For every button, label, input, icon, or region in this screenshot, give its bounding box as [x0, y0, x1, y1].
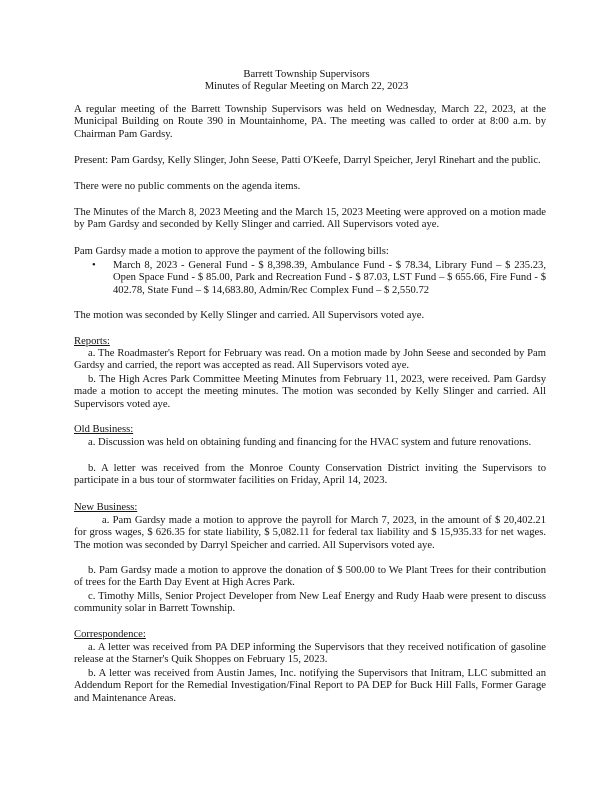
bills-list-item: [92, 260, 546, 297]
reports-heading: Reports:: [74, 336, 110, 347]
intro-paragraph: A regular meeting of the Barrett Township Supervisors was held on Wednesday, March 22, 2023, at the Municipal Building on Route 390 in Mountainhome, PA. The meeting was called to order at 8:00 a.m. by Chairman Pam Gardsy.: [74, 104, 546, 140]
minutes-approval-paragraph: The Minutes of the March 8, 2023 Meeting and the March 15, 2023 Meeting were approved on a motion made by Pam Gardsy and seconded by Kelly Slinger and carried. All Supervisors voted aye.: [74, 207, 546, 231]
bills-motion: Pam Gardsy made a motion to approve the payment of the following bills:: [74, 246, 389, 257]
correspondence-item-a: a. A letter was received from PA DEP informing the Supervisors that they received notification of gasoline release at the Starner's Quik Shoppes on February 15, 2023.: [74, 642, 546, 666]
old-business-item-a: a. Discussion was held on obtaining funding and financing for the HVAC system and future renovations.: [88, 437, 532, 448]
public-comments: There were no public comments on the agenda items.: [74, 181, 301, 192]
document-title: Barrett Township Supervisors: [243, 69, 370, 80]
reports-item-a: a. The Roadmaster's Report for February was read. On a motion made by John Seese and seconded by Pam Gardsy and carried, the report was accepted as read. All Supervisors voted aye.: [74, 348, 546, 372]
bills-result: The motion was seconded by Kelly Slinger and carried. All Supervisors voted aye.: [74, 310, 425, 321]
correspondence-item-b: b. A letter was received from Austin James, Inc. notifying the Supervisors that Initram, LLC submitted an Addendum Report for the Remedial Investigation/Final Report to PA DEP for Buck Hill Falls, Former Garage and Maintenance Areas.: [74, 668, 546, 704]
new-business-item-c: c. Timothy Mills, Senior Project Developer from New Leaf Energy and Rudy Haab were present to discuss community solar in Barrett Township.: [74, 591, 546, 615]
bills-list-text: March 8, 2023 - General Fund - $ 8,398.39, Ambulance Fund - $ 78.34, Library Fund – $ 235.23, Open Space Fund - $ 85.00, Park and Recreation Fund - $ 87.03, LST Fund – $ 655.66, Fire Fund - $ 402.78, State Fund – $ 14,683.80, Admin/Rec Complex Fund – $ 2,550.72: [113, 260, 546, 296]
present-paragraph: Present: Pam Gardsy, Kelly Slinger, John Seese, Patti O'Keefe, Darryl Speicher, Jeryl Rinehart and the public.: [74, 155, 541, 166]
document-subtitle: Minutes of Regular Meeting on March 22, 2023: [204, 81, 409, 92]
correspondence-heading: Correspondence:: [74, 629, 146, 640]
new-business-heading: New Business:: [74, 502, 138, 513]
old-business-heading: Old Business:: [74, 424, 134, 435]
new-business-item-a: a. Pam Gardsy made a motion to approve the payroll for March 7, 2023, in the amount of $ 20,402.21 for gross wages, $ 626.35 for state liability, $ 5,082.11 for federal tax liability and $ 15,935.33 for net wages. The motion was seconded by Darryl Speicher and carried. All Supervisors voted aye.: [74, 515, 546, 551]
bullet-icon: •: [92, 260, 96, 271]
reports-item-b: b. The High Acres Park Committee Meeting Minutes from February 11, 2023, were received. Pam Gardsy made a motion to accept the meeting minutes. The motion was seconded by Kelly Slinger and carried. All Supervisors voted aye.: [74, 374, 546, 410]
old-business-item-b: b. A letter was received from the Monroe County Conservation District inviting the Supervisors to participate in a bus tour of stormwater facilities on Friday, April 14, 2023.: [74, 463, 546, 487]
new-business-item-b: b. Pam Gardsy made a motion to approve the donation of $ 500.00 to We Plant Trees for their contribution of trees for the Earth Day Event at High Acres Park.: [74, 565, 546, 589]
